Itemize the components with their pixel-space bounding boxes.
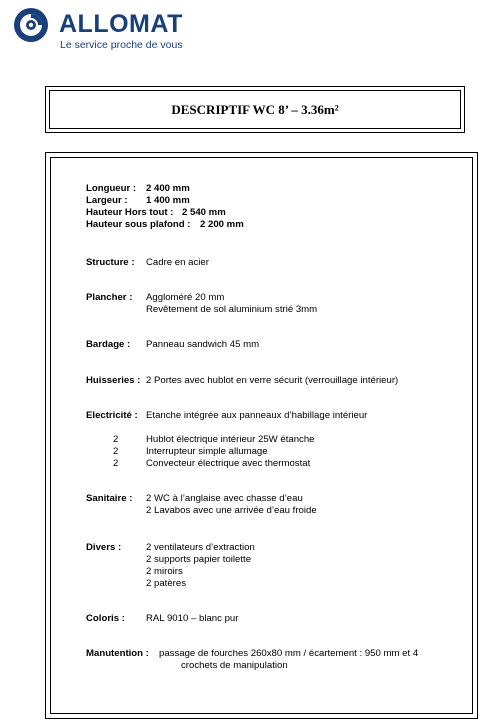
misc-item: 2 supports papier toilette <box>146 554 252 565</box>
floor-line-1: Aggloméré 20 mm <box>146 292 225 303</box>
electricity-label: Electricité : <box>86 410 138 421</box>
electricity-value: Etanche intégrée aux panneaux d’habillage intérieur <box>146 410 368 421</box>
color-label: Coloris : <box>86 613 125 624</box>
allomat-circle-logo-icon <box>12 6 50 44</box>
title-box <box>45 86 465 133</box>
height-total-value: 2 540 mm <box>182 207 226 218</box>
handling-line-2: crochets de manipulation <box>181 660 288 671</box>
electricity-item-qty: 2 <box>113 434 119 445</box>
sanitary-line-2: 2 Lavabos avec une arrivée d’eau froide <box>146 505 317 516</box>
width-value: 1 400 mm <box>146 195 190 206</box>
ceiling-height-value: 2 200 mm <box>200 219 244 230</box>
height-total-label: Hauteur Hors tout : <box>86 207 174 218</box>
sanitary-line-1: 2 WC à l’anglaise avec chasse d’eau <box>146 493 303 504</box>
misc-item: 2 miroirs <box>146 566 183 577</box>
structure-label: Structure : <box>86 257 135 268</box>
doors-value: 2 Portes avec hublot en verre sécurit (verrouillage intérieur) <box>146 375 399 386</box>
doors-label: Huisseries : <box>86 375 141 386</box>
handling-line-1: passage de fourches 260x80 mm / écartement : 950 mm et 4 <box>159 648 419 659</box>
electricity-item-text: Interrupteur simple allumage <box>146 446 268 457</box>
floor-line-2: Revêtement de sol aluminium strié 3mm <box>146 304 318 315</box>
ceiling-height-label: Hauteur sous plafond : <box>86 219 191 230</box>
brand-name: ALLOMAT <box>59 10 183 38</box>
floor-label: Plancher : <box>86 292 133 303</box>
electricity-item-text: Hublot électrique intérieur 25W étanche <box>146 434 315 445</box>
cladding-value: Panneau sandwich 45 mm <box>146 339 260 350</box>
electricity-item-qty: 2 <box>113 446 119 457</box>
handling-label: Manutention : <box>86 648 149 659</box>
company-logo <box>12 6 212 52</box>
document-title: DESCRIPTIF WC 8’ – 3.36m² <box>171 101 339 117</box>
length-value: 2 400 mm <box>146 183 190 194</box>
brand-tagline: Le service proche de vous <box>60 39 183 51</box>
width-label: Largeur : <box>86 195 128 206</box>
electricity-item-text: Convecteur électrique avec thermostat <box>146 458 311 469</box>
misc-item: 2 patères <box>146 578 187 589</box>
sanitary-label: Sanitaire : <box>86 493 133 504</box>
electricity-item-qty: 2 <box>113 458 119 469</box>
length-label: Longueur : <box>86 183 137 194</box>
cladding-label: Bardage : <box>86 339 131 350</box>
misc-item: 2 ventilateurs d’extraction <box>146 542 255 553</box>
misc-label: Divers : <box>86 542 122 553</box>
structure-value: Cadre en acier <box>146 257 209 268</box>
color-value: RAL 9010 – blanc pur <box>146 613 239 624</box>
